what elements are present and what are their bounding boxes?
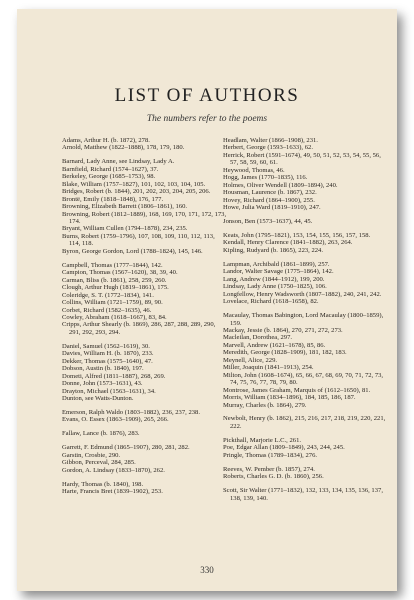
author-entry: Scott, Sir Walter (1771–1832), 132, 133, 134, 135, 136, 137, 138, 139, 140.	[223, 487, 383, 502]
author-entry: Macleilan, Dorothea, 297.	[223, 334, 293, 342]
author-entry: Landor, Walter Savage (1775–1864), 142.	[223, 268, 334, 276]
right-author-column	[223, 137, 388, 502]
author-entry: Blake, William (1757–1827), 101, 102, 103, 104, 105.	[62, 180, 206, 188]
author-entry: Gibbon, Perceval, 284, 285.	[62, 459, 136, 467]
author-entry: Headlam, Walter (1866–1908), 231.	[223, 137, 318, 144]
page-title: LIST OF AUTHORS	[114, 85, 300, 106]
author-entry: Lang, Andrew (1844–1912), 199, 200.	[223, 275, 325, 283]
author-entry: Gordon, A. Lindsay (1833–1870), 262.	[62, 466, 165, 474]
author-entry: Bridges, Robert (b. 1844), 201, 202, 203, 204, 205, 206.	[62, 188, 211, 196]
author-entry: Berkeley, George (1685–1753), 98.	[62, 173, 156, 181]
author-entry: Dobson, Austin (b. 1840), 197.	[62, 365, 144, 373]
author-entry: Herrick, Robert (1591–1674), 49, 50, 51, 52, 53, 54, 55, 56, 57, 58, 59, 60, 61.	[223, 151, 381, 167]
author-entry: Holmes, Oliver Wendell (1809–1894), 240.	[223, 181, 338, 189]
author-entry: Burns, Robert (1759–1796), 107, 108, 109, 110, 112, 113, 114, 118.	[62, 232, 215, 248]
author-entry: Roberts, Charles G. D. (b. 1860), 256.	[223, 473, 324, 481]
page-number: 330	[200, 565, 214, 575]
author-entry: Drayton, Michael (1563–1631), 34.	[62, 387, 156, 395]
author-entry: Evans, O. Essex (1863–1909), 265, 266.	[62, 416, 169, 424]
author-entry: Murray, Charles (b. 1864), 279.	[223, 401, 307, 409]
author-entry: Barnfield, Richard (1574–1627), 37.	[62, 165, 159, 173]
author-entry: Howe, Julia Ward (1819–1910), 247.	[223, 204, 321, 212]
author-entry: Mackay, Jessie (b. 1864), 270, 271, 272, 273.	[223, 326, 343, 334]
author-entry: Garstin, Crosbie, 290.	[62, 451, 121, 459]
author-entry: Arnold, Matthew (1822–1888), 178, 179, 180.	[62, 144, 185, 152]
author-entry: Macaulay, Thomas Babington, Lord Macaulay (1800–1859), 159.	[223, 312, 384, 327]
author-entry: Hogg, James (1770–1835), 116.	[223, 174, 308, 182]
author-entry: Collins, William (1721–1759), 89, 90.	[62, 299, 163, 307]
author-entry: Hovey, Richard (1864–1900), 255.	[223, 196, 315, 204]
author-entry: Daniel, Samuel (1562–1619), 30.	[62, 342, 150, 350]
author-entry: Harte, Francis Bret (1839–1902), 253.	[62, 488, 163, 496]
left-author-column	[62, 137, 227, 496]
author-entry: Cripps, Arthur Shearly (b. 1869), 286, 287, 288, 289, 290, 291, 292, 293, 294.	[62, 321, 216, 336]
author-entry: Meynell, Alice, 229.	[223, 356, 278, 364]
author-entry: Meredith, George (1828–1909), 181, 182, 183.	[223, 349, 347, 357]
author-entry: Browning, Robert (1812–1889), 168, 169, 170, 171, 172, 173, 174.	[62, 210, 227, 226]
author-entry: Housman, Laurence (b. 1867), 232.	[223, 189, 317, 197]
author-entry: Reeves, W. Pember (b. 1857), 274.	[223, 465, 315, 473]
author-entry: Longfellow, Henry Wadsworth (1807–1882), 240, 241, 242.	[223, 290, 382, 298]
author-entry: Herbert, George (1593–1633), 62.	[223, 144, 313, 152]
author-entry: Browning, Elizabeth Barrett (1806–1861), 160.	[62, 203, 188, 211]
author-entry: Dekker, Thomas (1575–1640), 47.	[62, 357, 153, 365]
author-entry: Keats, John (1795–1821), 153, 154, 155, 156, 157, 158.	[223, 231, 371, 239]
author-entry: Kendall, Henry Clarence (1841–1882), 263, 264.	[223, 239, 353, 247]
author-entry: Fallaw, Lance (b. 1876), 283.	[62, 430, 140, 438]
author-entry: Miller, Joaquin (1841–1913), 254.	[223, 364, 314, 372]
author-entry: Heywood, Thomas, 46.	[223, 166, 285, 174]
author-entry: Barnard, Lady Anne, see Lindsay, Lady A.	[62, 158, 175, 166]
author-entry: Morris, William (1834–1896), 184, 185, 186, 187.	[223, 394, 356, 402]
author-entry: Lampman, Archibald (1861–1899), 257.	[223, 260, 330, 268]
author-entry: Byron, George Gordon, Lord (1788–1824), 145, 146.	[62, 247, 203, 255]
author-entry: Clough, Arthur Hugh (1819–1861), 175.	[62, 284, 169, 292]
page-subtitle: The numbers refer to the poems	[146, 114, 268, 124]
author-entry: Garrett, F. Edmund (1865–1907), 280, 281, 282.	[62, 444, 190, 452]
author-entry: Corbet, Richard (1582–1635), 46.	[62, 306, 152, 314]
author-entry: Brontë, Emily (1818–1848), 176, 177.	[62, 195, 164, 203]
author-entry: Donne, John (1573–1631), 43.	[62, 380, 143, 388]
author-entry: Bryant, William Cullen (1794–1878), 234, 235.	[62, 225, 188, 233]
author-entry: Pringle, Thomas (1789–1834), 276.	[223, 451, 318, 459]
author-entry: Dometi, Alfred (1811–1887), 268, 269.	[62, 372, 166, 380]
book-page	[17, 9, 397, 591]
author-entry: Milton, John (1608–1674), 65, 66, 67, 68, 69, 70, 71, 72, 73, 74, 75, 76, 77, 78, 79, 80.	[223, 371, 384, 387]
author-entry: Kipling, Rudyard (b. 1865), 223, 224.	[223, 246, 323, 254]
author-entry: Davies, William H. (b. 1870), 233.	[62, 350, 154, 358]
author-entry: Dunton, see Watts-Dunton.	[62, 395, 134, 402]
author-entry: Newbolt, Henry (b. 1862), 215, 216, 217, 218, 219, 220, 221, 222.	[223, 415, 386, 430]
author-entry: Pickthall, Marjorie L.C., 261.	[223, 436, 302, 444]
author-entry: Coleridge, S. T. (1772–1834), 141.	[62, 291, 154, 299]
author-entry: Adams, Arthur H. (b. 1872), 278.	[62, 137, 150, 144]
author-entry: Lindsay, Lady Anne (1750–1825), 106.	[223, 283, 327, 291]
author-entry: Campion, Thomas (1567–1620), 38, 39, 40.	[62, 269, 178, 277]
author-entry: Hardy, Thomas (b. 1840), 198.	[62, 480, 144, 488]
author-entry: Montrose, James Graham, Marquis of (1612–1650), 81.	[223, 386, 371, 394]
author-entry: Jonson, Ben (1573–1637), 44, 45.	[223, 218, 313, 226]
author-entry: Campbell, Thomas (1777–1844), 142.	[62, 261, 163, 269]
author-entry: Emerson, Ralph Waldo (1803–1882), 236, 237, 238.	[62, 408, 200, 416]
author-entry: Marvell, Andrew (1621–1678), 85, 86.	[223, 341, 326, 349]
author-entry: Carman, Bliss (b. 1861), 258, 259, 260.	[62, 276, 167, 284]
author-entry: Cowley, Abraham (1618–1667), 83, 84.	[62, 313, 167, 321]
author-entry: Poe, Edgar Allan (1809–1849), 243, 244, 245.	[223, 444, 345, 452]
author-entry: Lovelace, Richard (1618–1658), 82.	[223, 298, 319, 306]
